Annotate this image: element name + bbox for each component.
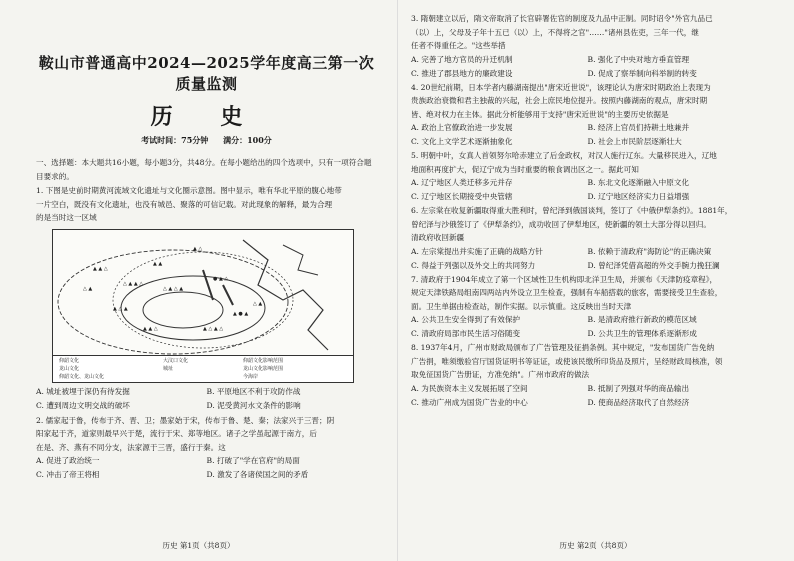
q6-stem-1: 6. 左宗棠在收复新疆取得重大胜利时，曾纪泽到俄国谈判，签订了《中俄伊犁条约》。1881年， <box>411 206 733 215</box>
q6-option-c[interactable]: C. 得益于列强以及外交上的共同努力 <box>411 260 536 270</box>
legend-item: 仰韶文化、龙山文化 <box>59 373 105 380</box>
q8-option-b[interactable]: B. 抵制了列强对华的商品输出 <box>587 383 690 393</box>
page-right <box>397 0 794 561</box>
map-legend <box>53 355 353 382</box>
subject-title: 历 史 <box>150 104 263 130</box>
q8-option-a[interactable]: A. 为民族资本主义发展拓展了空间 <box>411 383 528 393</box>
q7-option-d[interactable]: D. 公共卫生的管理体系逐渐形成 <box>587 329 697 338</box>
q2-option-c[interactable]: C. 冲击了帝王将相 <box>36 470 100 479</box>
q3-stem-2: （以）上，父母及子年十五已（以）上，不得将之官"……"诸州县佐吏，三年一代，继 <box>411 27 699 37</box>
q6-option-d[interactable]: D. 曾纪泽凭借高超的外交手腕力挽狂澜 <box>587 260 720 270</box>
q4-option-b[interactable]: B. 经济上官员们持耕土地兼并 <box>587 123 690 132</box>
q2-stem-1: 2. 儒家起于鲁，传布于齐、晋、卫；墨家始于宋，传布于鲁、楚、秦；法家兴于三晋；阴 <box>36 415 335 425</box>
q5-option-b[interactable]: B. 东北文化逐渐融入中原文化 <box>587 178 690 187</box>
q2-options <box>36 454 377 482</box>
q7-option-a[interactable]: A. 公共卫生安全得到了有效保护 <box>411 315 521 324</box>
exam-time: 考试时间：75分钟 <box>141 135 209 145</box>
legend-item: 龙山文化 <box>59 365 80 372</box>
q1-stem-1: 1. 下图是史前时期黄河流域文化遗址与文化圈示意图。图中显示，唯有华北平原的腹心地带 <box>36 186 342 195</box>
q6-option-a[interactable]: A. 左宗棠提出并实施了正确的战略方针 <box>411 246 543 256</box>
svg-text:▲ △ ▲: ▲ △ ▲ <box>113 305 128 312</box>
q5-stem-2: 地面积再度扩大，促辽宁成为当时重要的粮食调出区之一。据此可知 <box>411 164 639 174</box>
q8-stem-3: 取免征国货广告册证，方准免纳"。广州市政府的做法 <box>411 370 590 379</box>
svg-text:▲ △ ▲ △: ▲ △ ▲ △ <box>203 325 224 332</box>
q2-stem-3: 在是、齐、燕有不同分支，法家源于三晋，盛行于秦。这 <box>36 442 226 452</box>
q4-option-c[interactable]: C. 文化上文学艺术逐渐抽象化 <box>411 137 513 146</box>
q6-options <box>411 245 764 273</box>
legend-item: 城址 <box>163 365 174 372</box>
q4-options <box>411 121 764 149</box>
legend-item: 仰韶文化 <box>59 357 80 364</box>
footer-right: 历史 第2页（共8页） <box>559 541 632 550</box>
q7-stem-3: 面。卫生单据由检查站，制作实据。以示慎重。这反映出当时天津 <box>411 301 632 311</box>
q8-option-c[interactable]: C. 推动广州成为国货广告业的中心 <box>411 397 528 407</box>
svg-text:△ ▲: △ ▲ <box>253 300 263 307</box>
q4-option-a[interactable]: A. 政治上官僚政治进一步发展 <box>411 123 513 132</box>
exam-title: 鞍山市普通高中2024—2025学年度高三第一次质量监测 <box>38 54 375 93</box>
q4-option-d[interactable]: D. 社会上市民阶层逐渐壮大 <box>587 137 682 146</box>
q8-option-d[interactable]: D. 使商品经济取代了自然经济 <box>587 397 690 407</box>
q5-option-a[interactable]: A. 辽宁地区人类迁移多元并存 <box>411 178 513 187</box>
map-drawing <box>53 230 353 356</box>
q6-stem-3: 清政府收回新疆 <box>411 233 465 242</box>
q1-options <box>36 385 377 413</box>
exam-meta <box>36 135 377 146</box>
svg-text:▲ ▲ △: ▲ ▲ △ <box>143 325 158 332</box>
q5-stem-1: 5. 明朝中叶，女真人首领努尔哈赤建立了后金政权，对汉人施行辽东。大量移民进入，辽地 <box>411 151 717 160</box>
q1-option-c[interactable]: C. 遭到周边文明交战的破坏 <box>36 400 130 410</box>
q1-option-a[interactable]: A. 城址被埋于深仍有待发掘 <box>36 386 130 396</box>
svg-text:● ▲ △: ● ▲ △ <box>213 275 229 282</box>
q3-stem-1: 3. 隋朝建立以后，隋文帝取消了长官辟署佐官的制度及九品中正制。同时诏令"外官九品已 <box>411 14 713 23</box>
q5-options <box>411 176 764 204</box>
svg-text:△ ▲: △ ▲ <box>83 285 93 292</box>
q2-stem-2: 阳家起于齐，道家则最早兴于楚，流行于宋、郑等地区。诸子之学虽起源于南方，后 <box>36 429 317 438</box>
svg-text:▲ ▲: ▲ ▲ <box>153 260 163 267</box>
svg-text:▲ △: ▲ △ <box>193 245 203 252</box>
q7-stem-1: 7. 清政府于1904年成立了第一个区域性卫生机构即北洋卫生局，并颁布《天津防疫章程》， <box>411 274 718 284</box>
q5-option-c[interactable]: C. 辽宁地区长期接受中央管辖 <box>411 192 513 201</box>
q1-option-b[interactable]: B. 平原地区不利于攻防作战 <box>206 386 301 396</box>
section-instructions: 一、选择题：本大题共16小题，每小题3分，共48分。在每小题给出的四个选项中，只有一项符合题目要求的。 <box>36 158 372 181</box>
svg-text:▲ ● ▲: ▲ ● ▲ <box>233 310 249 317</box>
q8-options <box>411 382 764 410</box>
q2-option-b[interactable]: B. 打破了"学在官府"的局面 <box>206 456 300 465</box>
q3-options <box>411 53 764 81</box>
q8-stem-1: 8. 1937年4月，广州市财政局颁布了广告管理及征捐条例。其中规定，"发布国货广告免纳 <box>411 343 715 352</box>
q7-option-c[interactable]: C. 清政府局部市民生活习俗随变 <box>411 329 521 338</box>
q3-option-d[interactable]: D. 促成了察举制向科举制的转变 <box>587 68 697 78</box>
q3-stem-3: 任者不得重任之。"这些举措 <box>411 41 506 50</box>
q3-option-a[interactable]: A. 完善了地方官员的升迁机制 <box>411 54 513 64</box>
q2-option-a[interactable]: A. 促进了政治统一 <box>36 456 100 465</box>
svg-text:▲ ▲ △: ▲ ▲ △ <box>93 265 108 272</box>
q5-option-d[interactable]: D. 辽宁地区经济实力日益增强 <box>587 192 690 201</box>
q7-options <box>411 313 764 341</box>
q2-option-d[interactable]: D. 激发了各诸侯国之间的矛盾 <box>206 470 309 479</box>
q1-stem-2: 一片空白，既没有文化遗址，也没有城邑、聚落的可信记载。对此现象的解释，最为合理 <box>36 199 333 209</box>
legend-item: 今海岸 <box>243 373 259 380</box>
culture-map <box>52 229 354 383</box>
q4-stem-2: 贵族政治衰微和君主独裁的兴起，社会上庶民地位提升。按照内藤湖南的观点，唐宋时期 <box>411 96 708 105</box>
q8-stem-2: 广告捐，唯须缴验官厅国货证明书等证证，或使该民缴所印货品及照片，呈经财政局核准，领 <box>411 356 723 366</box>
q1-option-d[interactable]: D. 泥受黄河水文条件的影响 <box>206 400 301 410</box>
exam-score: 满分：100分 <box>223 135 272 145</box>
q6-stem-2: 曾纪泽与沙俄签订了《伊犁条约》，成功收回了伊犁地区，使新疆的领土大部分得以回归。 <box>411 219 711 229</box>
legend-item: 大汶口文化 <box>163 357 189 364</box>
svg-text:△ ▲ △ ▲: △ ▲ △ ▲ <box>163 285 184 292</box>
q4-stem-3: 皆、绝对权力在主体。据此分析能够用于支持"唐宋近世说"的主要历史依据是 <box>411 109 669 119</box>
q3-option-b[interactable]: B. 强化了中央对地方垂直管理 <box>587 54 690 64</box>
q3-option-c[interactable]: C. 推进了郡县地方的廉政建设 <box>411 68 513 78</box>
q7-stem-2: 规定天津铁路局组南四两站内外设立卫生检查，强制有车船搭载的旅客，需要接受卫生查验， <box>411 288 723 297</box>
legend-item: 龙山文化影响范围 <box>243 365 284 372</box>
q1-stem-3: 的是当时这一区域 <box>36 213 97 222</box>
svg-text:△ ▲ ▲ △: △ ▲ ▲ △ <box>123 280 144 287</box>
q6-option-b[interactable]: B. 依赖于清政府"海防论"的正确决策 <box>587 246 712 256</box>
legend-item: 仰韶文化影响范围 <box>243 357 284 364</box>
q7-option-b[interactable]: B. 是清政府推行新政的模范区域 <box>587 315 697 324</box>
footer-left: 历史 第1页（共8页） <box>162 541 235 550</box>
q4-stem-1: 4. 20世纪前期，日本学者内藤湖南提出"唐宋近世说"，该理论认为唐宋时期政治上表现为 <box>411 82 711 92</box>
